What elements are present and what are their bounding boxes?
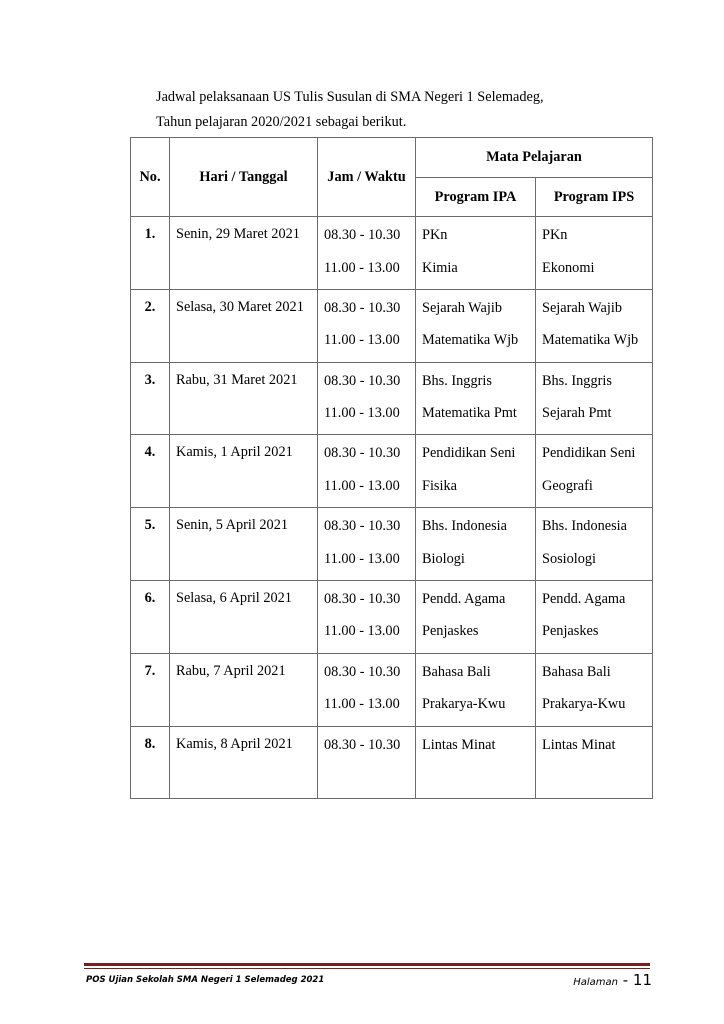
time-slot: 11.00 - 13.00 — [324, 259, 400, 276]
time-slot: 11.00 - 13.00 — [324, 332, 400, 349]
subject: PKn — [542, 227, 568, 243]
row-number: 7. — [131, 653, 170, 726]
row-number: 3. — [131, 362, 170, 435]
header-subjects: Mata Pelajaran — [416, 138, 653, 178]
subject: Sejarah Wajib — [422, 299, 502, 316]
row-times — [318, 362, 416, 435]
row-number: 2. — [131, 289, 170, 362]
row-date: Rabu, 31 Maret 2021 — [170, 362, 318, 435]
subject: Prakarya-Kwu — [542, 696, 626, 713]
row-date: Kamis, 1 April 2021 — [170, 435, 318, 508]
subject: Ekonomi — [542, 259, 595, 276]
time-slot: 08.30 - 10.30 — [324, 518, 401, 535]
time-slot: 11.00 - 13.00 — [324, 550, 400, 567]
row-number: 4. — [131, 435, 170, 508]
header-no: No. — [131, 138, 170, 217]
subject: Matematika Wjb — [422, 332, 519, 349]
row-ipa-subjects — [416, 653, 536, 726]
header-program-ips: Program IPS — [536, 178, 653, 217]
row-date: Rabu, 7 April 2021 — [170, 653, 318, 726]
subject: Lintas Minat — [542, 736, 616, 753]
subject: Lintas Minat — [422, 736, 496, 753]
row-times — [318, 653, 416, 726]
row-ips-subjects — [536, 362, 653, 435]
table-row — [131, 435, 653, 508]
row-times — [318, 726, 416, 798]
row-ips-subjects — [536, 435, 653, 508]
exam-schedule-table — [130, 137, 653, 799]
row-ips-subjects — [536, 580, 653, 653]
row-ipa-subjects — [416, 726, 536, 798]
row-date: Senin, 29 Maret 2021 — [170, 217, 318, 290]
subject: Geografi — [542, 477, 593, 494]
footer-page-separator: - — [617, 971, 633, 989]
row-ips-subjects — [536, 726, 653, 798]
subject: PKn — [422, 227, 448, 243]
header-time: Jam / Waktu — [318, 138, 416, 217]
subject: Bhs. Inggris — [542, 372, 612, 389]
row-ips-subjects — [536, 217, 653, 290]
table-row — [131, 580, 653, 653]
row-ips-subjects — [536, 508, 653, 581]
footer-page-word: Halaman — [573, 977, 618, 988]
row-date: Selasa, 6 April 2021 — [170, 580, 318, 653]
subject: Bhs. Inggris — [422, 372, 492, 389]
time-slot: 11.00 - 13.00 — [324, 623, 400, 640]
table-row — [131, 362, 653, 435]
subject: Pendd. Agama — [542, 590, 626, 607]
subject: Fisika — [422, 477, 457, 494]
subject: Bhs. Indonesia — [542, 518, 627, 535]
row-ipa-subjects — [416, 362, 536, 435]
row-ipa-subjects — [416, 435, 536, 508]
footer-document-title: POS Ujian Sekolah SMA Negeri 1 Selemadeg 2021 — [86, 975, 325, 985]
footer-page-indicator — [573, 970, 652, 989]
time-slot: 08.30 - 10.30 — [324, 663, 401, 680]
subject: Bahasa Bali — [542, 663, 611, 680]
time-slot: 08.30 - 10.30 — [324, 372, 401, 389]
table-row — [131, 726, 653, 798]
subject: Pendidikan Seni — [542, 445, 636, 462]
footer-rule-thick — [84, 963, 650, 966]
row-date: Senin, 5 April 2021 — [170, 508, 318, 581]
subject: Sejarah Wajib — [542, 299, 622, 316]
subject: Pendidikan Seni — [422, 445, 516, 462]
time-slot: 08.30 - 10.30 — [324, 736, 401, 753]
footer-rule-thin — [84, 968, 650, 969]
subject: Matematika Wjb — [542, 332, 639, 349]
row-ipa-subjects — [416, 289, 536, 362]
table-header-row — [131, 138, 653, 178]
subject: Penjaskes — [422, 623, 479, 640]
table-row — [131, 289, 653, 362]
header-program-ipa: Program IPA — [416, 178, 536, 217]
intro-line-1: Jadwal pelaksanaan US Tulis Susulan di SMA Negeri 1 Selemadeg, — [156, 89, 544, 105]
row-ips-subjects — [536, 289, 653, 362]
row-number: 6. — [131, 580, 170, 653]
row-ipa-subjects — [416, 217, 536, 290]
row-ipa-subjects — [416, 508, 536, 581]
row-times — [318, 289, 416, 362]
subject: Bhs. Indonesia — [422, 518, 507, 535]
table-row — [131, 508, 653, 581]
row-date: Kamis, 8 April 2021 — [170, 726, 318, 798]
row-number: 5. — [131, 508, 170, 581]
subject: Sejarah Pmt — [542, 405, 612, 422]
row-ipa-subjects — [416, 580, 536, 653]
header-day-date: Hari / Tanggal — [170, 138, 318, 217]
subject: Biologi — [422, 550, 465, 567]
time-slot: 08.30 - 10.30 — [324, 227, 401, 243]
subject: Pendd. Agama — [422, 590, 506, 607]
row-number: 8. — [131, 726, 170, 798]
row-ips-subjects — [536, 653, 653, 726]
table-row — [131, 217, 653, 290]
subject: Kimia — [422, 259, 458, 276]
row-times — [318, 508, 416, 581]
row-number: 1. — [131, 217, 170, 290]
time-slot: 11.00 - 13.00 — [324, 477, 400, 494]
subject: Prakarya-Kwu — [422, 696, 506, 713]
row-times — [318, 435, 416, 508]
time-slot: 11.00 - 13.00 — [324, 405, 400, 422]
row-times — [318, 217, 416, 290]
time-slot: 08.30 - 10.30 — [324, 299, 401, 316]
footer-page-number: 11 — [632, 971, 652, 989]
time-slot: 08.30 - 10.30 — [324, 590, 401, 607]
subject: Bahasa Bali — [422, 663, 491, 680]
row-date: Selasa, 30 Maret 2021 — [170, 289, 318, 362]
time-slot: 11.00 - 13.00 — [324, 696, 400, 713]
intro-line-2: Tahun pelajaran 2020/2021 sebagai berikut. — [156, 114, 407, 130]
subject: Penjaskes — [542, 623, 599, 640]
row-times — [318, 580, 416, 653]
table-row — [131, 653, 653, 726]
subject: Sosiologi — [542, 550, 597, 567]
time-slot: 08.30 - 10.30 — [324, 445, 401, 462]
subject: Matematika Pmt — [422, 405, 517, 422]
